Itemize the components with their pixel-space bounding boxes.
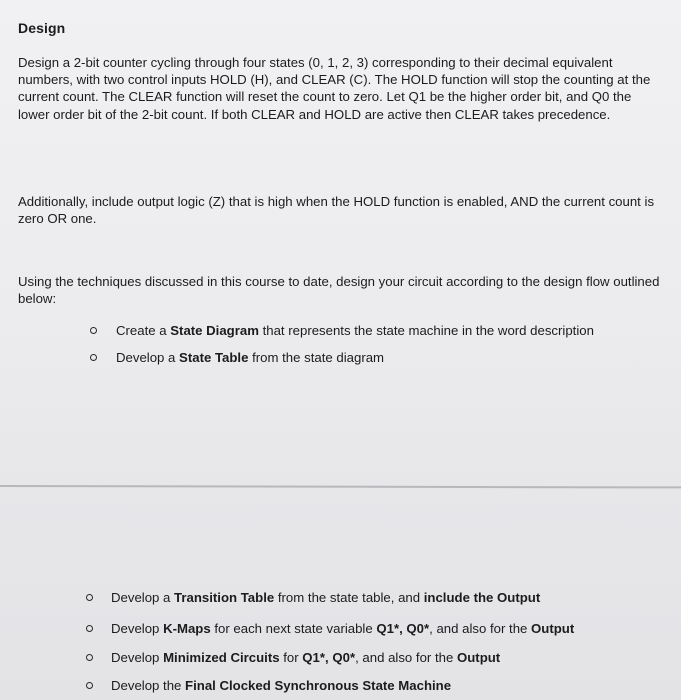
output-logic-description: Additionally, include output logic (Z) that is high when the HOLD function is enabled, AND the current count is zero OR one. xyxy=(18,194,655,227)
bullet-circle-icon xyxy=(86,594,93,601)
problem-description: Design a 2-bit counter cycling through four states (0, 1, 2, 3) corresponding to their decimal equivalent numbers, with two control inputs HOLD (H), and CLEAR (C). The HOLD function will stop the counting at the current count. The CLEAR function will reset the count to zero. Let Q1 be the higher order bit, and Q0 the lower order bit of the 2-bit count. If both CLEAR and HOLD are active then CLEAR takes precedence. xyxy=(18,55,651,122)
step-text: Develop K-Maps for each next state variable Q1*, Q0*, and also for the Output xyxy=(111,621,575,636)
bullet-circle-icon xyxy=(86,654,93,661)
section-heading: Design xyxy=(18,20,66,36)
bullet-circle-icon xyxy=(90,354,97,361)
step-text: Develop a Transition Table from the state table, and include the Output xyxy=(111,590,541,605)
step-text: Develop the Final Clocked Synchronous State Machine xyxy=(111,678,452,693)
page-divider xyxy=(0,485,681,488)
step-text: Develop Minimized Circuits for Q1*, Q0*, and also for the Output xyxy=(111,650,501,665)
bullet-circle-icon xyxy=(86,625,93,632)
design-flow-intro: Using the techniques discussed in this course to date, design your circuit according to the design flow outlined below: xyxy=(18,274,660,307)
step-text: Create a State Diagram that represents the state machine in the word description xyxy=(116,323,594,338)
step-text: Develop a State Table from the state diagram xyxy=(116,350,385,365)
bullet-circle-icon xyxy=(90,327,97,334)
bullet-circle-icon xyxy=(86,682,93,689)
